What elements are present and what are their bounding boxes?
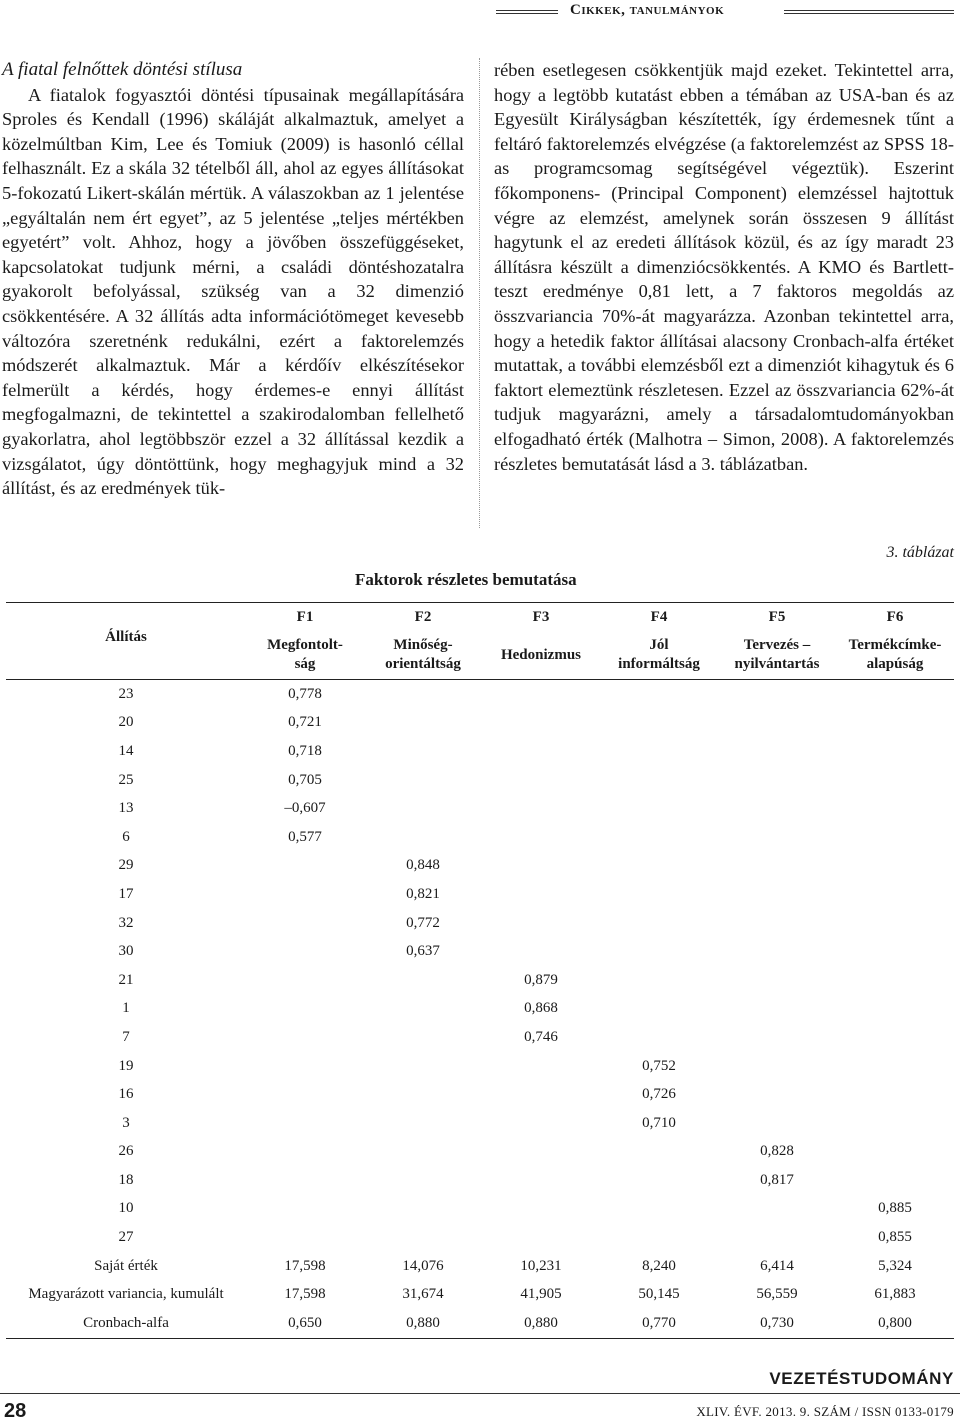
empty-cell [364,1080,482,1109]
factor-table [6,602,954,1339]
empty-cell [836,880,954,909]
table-row [6,1138,954,1167]
loading-cell: 0,721 [288,714,322,731]
table-row [6,794,954,823]
factor-code: F6 [886,608,904,625]
empty-cell [836,709,954,738]
table-row [6,966,954,995]
item-number: 16 [118,1086,134,1103]
item-number: 30 [118,943,134,960]
empty-cell [718,880,836,909]
item-number: 17 [118,885,134,902]
empty-cell [482,737,600,766]
summary-value: 10,231 [520,1257,562,1274]
loading-cell: 0,868 [524,1000,558,1017]
body-paragraph-left: A fiatalok fogyasztói döntési típusainak megállapítására Sproles és Kendall (1996) skáláját alkalmaztuk, amelyet a közelmúltban Kim, Lee és Tomiuk (2009) is hasonló céllal felhasznált. Ez a skála 32 tételből áll, ahol az egyes állításokat 5-fokozatú Likert-skálán mértük. A válaszokban az 1 jelentése „egyáltalán nem ért egyet”, az 5 jelentése „teljes mértékben egyetért” volt. Ahhoz, hogy a jövőben összefüggéseket, kapcsolatokat tudjunk mérni, a családi döntéshozatalra gyakorolt befolyással, szükség van a 32 dimenzió csökkentésére. A 32 állítás adta információtömeget kevesebb változóra szeretnénk redukálni, ezért a faktorelemzés módszerét alkalmaztuk. Már a kérdőív elkészítésekor felmerült a kérdés, hogy érdemes-e ennyi állítást megfogalmazni, de tekintettel a szakirodalomban fellelhető gyakorlatra, ahol legtöbbször ezzel a 32 állítással kezdik a vizsgálatot, úgy döntöttünk, hogy meghagyjuk mind a 32 állítást, és az eredmények tük- [2,84,464,499]
item-number: 29 [118,857,134,874]
empty-cell [836,995,954,1024]
empty-cell [836,909,954,938]
body-paragraph-right: rében esetlegesen csökkentjük majd ezeket. Tekintettel arra, hogy a legtöbb kutatást ebben a témában az USA-ban és az Egyesült Királyságban készítették, így érdemesnek tűnt a feltáró faktorelemzés elvégzése (a faktorelemzést az SPSS 18-as programcsomag segítségével végeztük). Eszerint főkomponens- (Principal Component) elemzéssel hajtottuk végre az elemzést, amelynek során összesen 9 állítást hagytunk el az eredeti állítások közül, és az így maradt 23 állításra készült a dimenziócsökkentés. A KMO és Bartlett-teszt eredménye 0,81 lett, a 7 faktoros megoldás az összvariancia 70%-át magyarázza. Azonban tekintettel arra, hogy a hetedik faktor állításai alacsony Cronbach-alfa értéket mutattak, a további elemzésből ezt a dimenziót kihagytuk és 6 faktort elemeztünk részletesen. Ezzel az összvariancia 62%-át tudjuk magyarázni, amely a társadalomtudományokban elfogadható érték (Malhotra – Simon, 2008). A faktorelemzés részletes bemutatását lásd a 3. táblázatban. [494,60,954,474]
issue-info: XLIV. ÉVF. 2013. 9. SZÁM / ISSN 0133-0179 [696,1404,954,1419]
item-number: 14 [118,742,134,759]
empty-cell [364,1023,482,1052]
right-column [494,58,954,476]
empty-cell [246,1166,364,1195]
empty-cell [364,995,482,1024]
table-row [6,823,954,852]
empty-cell [718,823,836,852]
empty-cell [600,823,718,852]
empty-cell [836,1080,954,1109]
empty-cell [718,909,836,938]
summary-value: 0,770 [600,1309,718,1338]
empty-cell [718,794,836,823]
summary-value: 0,880 [482,1309,600,1338]
empty-cell [246,966,364,995]
item-number: 27 [118,1229,134,1246]
loading-cell: 0,718 [288,742,322,759]
empty-cell [482,766,600,795]
empty-cell [482,852,600,881]
table-title: Faktorok részletes bemutatása [355,570,577,589]
item-number: 32 [118,914,134,931]
empty-cell [482,823,600,852]
empty-cell [364,966,482,995]
empty-cell [482,1138,600,1167]
summary-value: 5,324 [878,1257,912,1274]
empty-cell [718,680,836,709]
table-row [6,766,954,795]
empty-cell [364,1109,482,1138]
empty-cell [600,880,718,909]
empty-cell [836,937,954,966]
table-row [6,852,954,881]
empty-cell [482,709,600,738]
empty-cell [364,1138,482,1167]
left-column [2,58,464,501]
item-header: Állítás [105,629,147,645]
empty-cell [600,1023,718,1052]
empty-cell [246,909,364,938]
table-row [6,1080,954,1109]
item-number: 10 [118,1200,134,1217]
factor-code: F5 [768,608,786,625]
empty-cell [600,1195,718,1224]
loading-cell: 0,752 [642,1057,676,1074]
factor-name: Megfontolt- ság [267,637,343,672]
factor-code: F1 [296,608,314,625]
empty-cell [718,766,836,795]
empty-cell [482,1195,600,1224]
loading-cell: 0,855 [878,1229,912,1246]
item-number: 6 [122,828,130,845]
empty-cell [482,1166,600,1195]
empty-cell [600,937,718,966]
summary-value: 31,674 [402,1286,444,1303]
empty-cell [246,937,364,966]
empty-cell [718,737,836,766]
table-row [6,1023,954,1052]
table-row [6,709,954,738]
empty-cell [482,1109,600,1138]
summary-value: 0,650 [246,1309,364,1338]
empty-cell [836,966,954,995]
table-row [6,1109,954,1138]
item-number: 21 [118,971,134,988]
page-number: 28 [4,1400,27,1422]
item-number: 26 [118,1143,134,1160]
table-row [6,1223,954,1252]
journal-name: VEZETÉSTUDOMÁNY [769,1369,954,1388]
table-row [6,1166,954,1195]
summary-value: 8,240 [642,1257,676,1274]
empty-cell [482,880,600,909]
item-number: 23 [6,680,246,709]
empty-cell [364,1195,482,1224]
factor-name: Termékcímke- alapúság [848,637,942,672]
table-row [6,680,954,709]
empty-cell [364,1166,482,1195]
footer-rule [0,1393,960,1394]
empty-cell [364,1052,482,1081]
empty-cell [836,1052,954,1081]
factor-code: F3 [532,608,550,625]
empty-cell [600,737,718,766]
empty-cell [836,1109,954,1138]
empty-cell [600,1138,718,1167]
loading-cell: 0,746 [524,1028,558,1045]
empty-cell [836,852,954,881]
empty-cell [364,823,482,852]
empty-cell [600,766,718,795]
empty-cell [836,737,954,766]
summary-value: 56,559 [756,1286,798,1303]
summary-label: Cronbach-alfa [6,1309,246,1338]
loading-cell: 0,848 [406,857,440,874]
empty-cell [246,1023,364,1052]
empty-cell [836,1023,954,1052]
empty-cell [364,737,482,766]
empty-cell [718,852,836,881]
loading-cell: 0,705 [288,771,322,788]
summary-value: 41,905 [520,1286,562,1303]
empty-cell [718,1223,836,1252]
summary-value: 14,076 [402,1257,444,1274]
empty-cell [718,1052,836,1081]
loading-cell: 0,778 [246,680,364,709]
empty-cell [600,1166,718,1195]
empty-cell [600,852,718,881]
empty-cell [718,1195,836,1224]
empty-cell [246,1052,364,1081]
factor-code-row [6,603,954,632]
section-header: Cikkek, tanulmányok [570,2,725,18]
table-row [6,995,954,1024]
empty-cell [836,766,954,795]
summary-value: 0,730 [718,1309,836,1338]
table-row [6,1195,954,1224]
loading-cell: –0,607 [284,800,326,817]
empty-cell [718,1023,836,1052]
summary-row [6,1309,954,1338]
item-number: 25 [118,771,134,788]
table-row [6,937,954,966]
item-number: 19 [118,1057,134,1074]
item-number: 1 [122,1000,130,1017]
empty-cell [364,1223,482,1252]
table-row [6,737,954,766]
empty-cell [836,794,954,823]
summary-value: 17,598 [284,1257,326,1274]
empty-cell [246,1223,364,1252]
loading-cell: 0,710 [642,1114,676,1131]
column-divider [479,58,480,528]
empty-cell [482,680,600,709]
summary-value: 6,414 [760,1257,794,1274]
header-rule-right [784,10,954,14]
empty-cell [718,995,836,1024]
empty-cell [600,1223,718,1252]
empty-cell [718,966,836,995]
empty-cell [246,1138,364,1167]
empty-cell [836,823,954,852]
factor-name: Jól informáltság [618,637,700,672]
summary-value: 0,800 [836,1309,954,1338]
loading-cell: 0,637 [406,943,440,960]
summary-value: 0,880 [364,1309,482,1338]
empty-cell [364,766,482,795]
summary-value: 61,883 [874,1286,916,1303]
factor-name: Minőség- orientáltság [385,637,461,672]
summary-label: Magyarázott variancia, kumulált [28,1286,224,1303]
loading-cell: 0,879 [524,971,558,988]
empty-cell [600,995,718,1024]
table-label: 3. táblázat [886,544,954,561]
empty-cell [836,1138,954,1167]
empty-cell [836,680,954,709]
item-number: 20 [118,714,134,731]
empty-cell [600,909,718,938]
empty-cell [600,794,718,823]
factor-name: Tervezés – nyilvántartás [734,637,820,672]
loading-cell: 0,828 [760,1143,794,1160]
empty-cell [600,709,718,738]
empty-cell [246,995,364,1024]
table-row [6,909,954,938]
empty-cell [718,709,836,738]
table-body [6,680,954,1339]
empty-cell [718,937,836,966]
empty-cell [246,880,364,909]
factor-name: Hedonizmus [500,646,581,663]
item-number: 3 [122,1114,130,1131]
summary-value: 50,145 [638,1286,680,1303]
empty-cell [482,1080,600,1109]
summary-label: Saját érték [94,1257,158,1274]
loading-cell: 0,821 [406,885,440,902]
empty-cell [246,1109,364,1138]
summary-value: 17,598 [284,1286,326,1303]
header-rule-left [496,10,558,14]
empty-cell [600,966,718,995]
item-number: 13 [118,800,134,817]
section-title: A fiatal felnőttek döntési stílusa [2,59,243,80]
empty-cell [718,1109,836,1138]
factor-code: F4 [650,608,668,625]
empty-cell [482,794,600,823]
empty-cell [482,1223,600,1252]
empty-cell [482,909,600,938]
item-number: 7 [122,1028,130,1045]
empty-cell [836,1166,954,1195]
table-row [6,880,954,909]
loading-cell: 0,577 [288,828,322,845]
loading-cell: 0,726 [642,1086,676,1103]
loading-cell: 0,817 [760,1171,794,1188]
empty-cell [482,1052,600,1081]
summary-row [6,1280,954,1309]
item-number: 18 [118,1171,134,1188]
summary-row [6,1252,954,1281]
table-row [6,1052,954,1081]
factor-code: F2 [414,608,432,625]
empty-cell [482,937,600,966]
empty-cell [364,680,482,709]
loading-cell: 0,885 [878,1200,912,1217]
empty-cell [364,709,482,738]
empty-cell [600,680,718,709]
loading-cell: 0,772 [406,914,440,931]
empty-cell [364,794,482,823]
empty-cell [246,1195,364,1224]
empty-cell [718,1080,836,1109]
empty-cell [246,852,364,881]
empty-cell [246,1080,364,1109]
